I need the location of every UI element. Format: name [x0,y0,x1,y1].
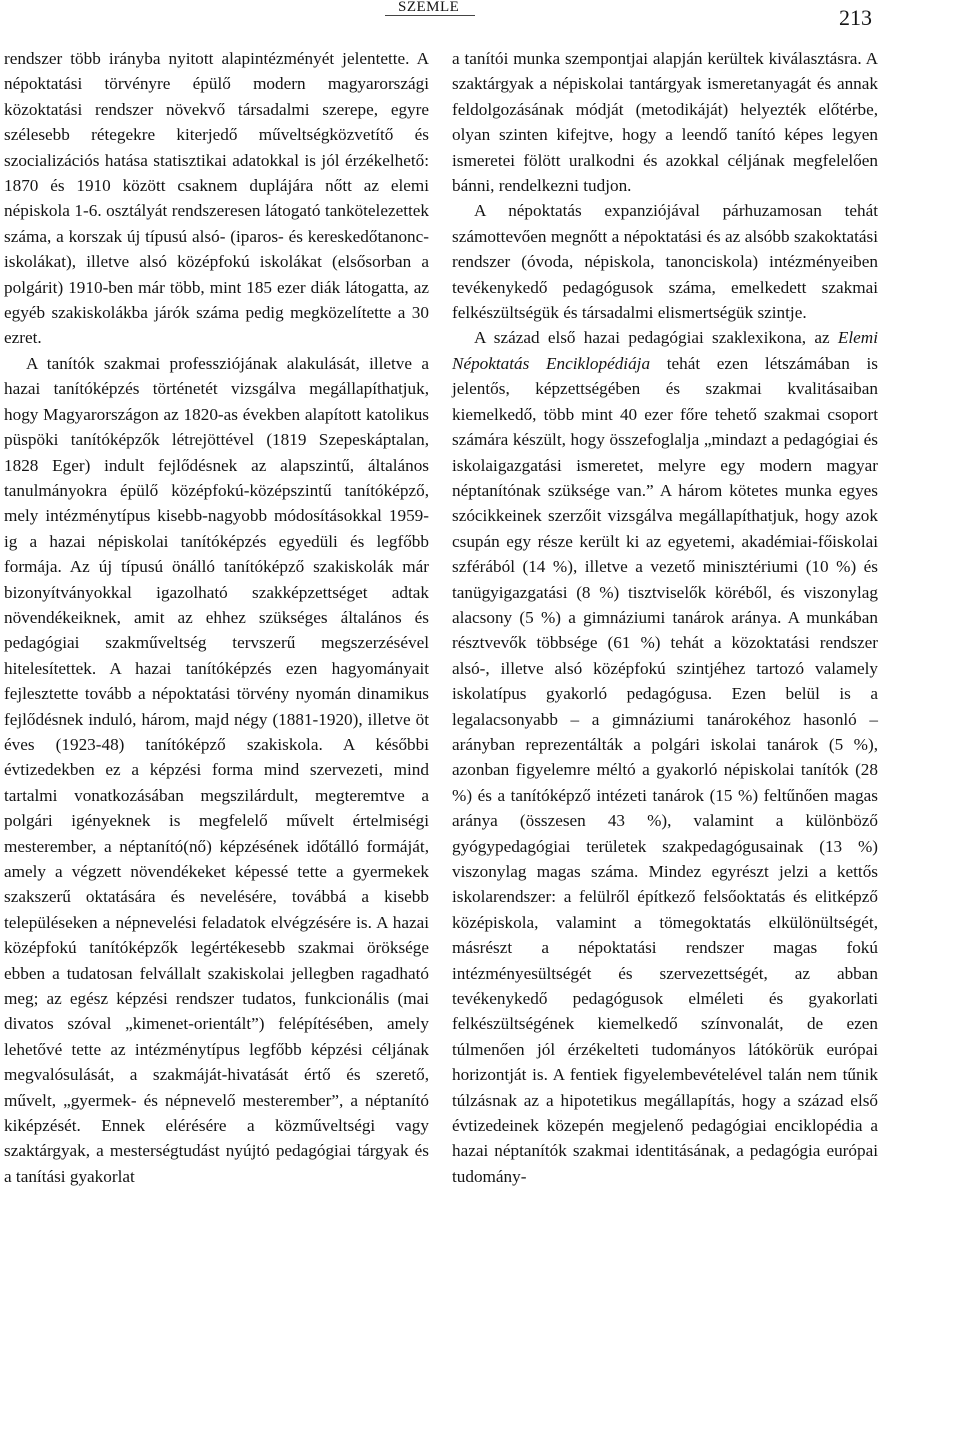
left-column [4,46,429,1189]
right-paragraph-3 [452,325,878,1189]
right-paragraph-3-rest: tehát ezen létszámában is jelentős, képzettségében és szakmai kvalitásaiban kiemelkedő, több mint 40 ezer főre tehető szakmai csoport számára készült, hogy összefoglalja „mindazt a pedagógiai és iskolaigazgatási ismeretet, melyre egy modern magyar néptanítónak szüksége van.” A három kötetes munka egyes szócikkeinek szerzőit vizsgálva megállapíthatjuk, hogy azok csupán egy része került ki az egyetemi, akadémiai-főiskolai szférából (14 %), illetve a vezető minisztériumi (10 %) és tanügyigazgatási (8 %) tisztviselők köréből, és viszonylag alacsony (5 %) a gimnáziumi tanárok aránya. A munkában résztvevők többsége (61 %) tehát a közoktatási rendszer alsó-, illetve alsó középfokú szintjéhez tartozó valamely iskolatípus gyakorló pedagógusa. Ezen belül is a legalacsonyabb – a gimnáziumi tanárokéhoz hasonló – arányban reprezentálták a polgári iskolai tanárok (5 %), azonban figyelemre méltó a gyakorló népiskolai tanítók (28 %) és a tanítóképző intézeti tanárok (15 %) feltűnően magas aránya (összesen 43 %), valamint a különböző gyógypedagógiai területek szakpedagógusainak (13 %) viszonylag magas száma. Mindez egyrészt jelzi a kettős iskolarendszer: a felülről építkező felsőoktatás és elitképző középiskola, valamint a tömegoktatás elkülönültségét, másrészt a népoktatási rendszer magas fokú intézményesültségét és szervezettségét, az abban tevékenykedő pedagógusok elméleti és gyakorlati felkészültségének kiemelkedő színvonalát, de ezen túlmenően jól érzékelteti tudományos látókörük európai horizontját is. A fentiek figyelembevételével talán nem tűnik túlzásnak az a hipotetikus megállapítás, hogy a század első évtizedeinek közepén megjelenő pedagógiai enciklopédia a hazai néptanítók szakmai identitásának, a pedagógia európai tudomány- [452,353,878,1186]
left-paragraph-1: rendszer több irányba nyitott alapintézményét jelentette. A népoktatási törvényre épülő modern magyarországi közoktatási rendszer növekvő társadalmi szerepe, egyre szélesebb rétegekre kiterjedő műveltségközvetítő és szocializációs hatása statisztikai adatokkal is jól érzékelhető: 1870 és 1910 között csaknem duplájára nőtt az elemi népiskola 1-6. osztályát rendszeresen látogató tankötelezettek száma, a korszak új típusú alsó- (iparos- és kereskedőtanonc- iskolákat), illetve alsó középfokú iskolákat (elsősorban a polgárit) 1910-ben már több, mint 185 ezer diák látogatta, az egyéb szakiskolákba járók száma pedig megközelítette a 30 ezret. [4,49,429,348]
right-paragraph-2: A népoktatás expanziójával párhuzamosan tehát számottevően megnőtt a népoktatási és az alsóbb szakoktatási rendszer (óvoda, népiskola, tanonciskola) intézményeiben tevékenykedő pedagógusok száma, emelkedett szakmai felkészültségük és társadalmi elismertségük szintje. [452,201,878,323]
right-paragraph-1: a tanítói munka szempontjai alapján kerültek kiválasztásra. A szaktárgyak a népiskolai tantárgyak ismeretanyagát és annak feldolgozásának módját (metodikáját) helyezték előtérbe, olyan szinten kifejtve, hogy a leendő tanító képes legyen ismeretei fölött uralkodni és azokkal céljának megfelelően bánni, rendelkezni tudjon. [452,49,878,196]
right-paragraph-3-lead: A század első hazai pedagógiai szaklexikona, az [474,328,838,348]
running-head-title: SZEMLE [398,0,460,15]
running-header [0,0,960,36]
right-column [452,46,878,1189]
header-rule [385,15,475,16]
left-paragraph-2: A tanítók szakmai professziójának alakulását, illetve a hazai tanítóképzés történetét vizsgálva megállapíthatjuk, hogy Magyarországon az 1820-as években alapított katolikus püspöki tanítóképzők létrejöttével (1819 Szepeskáptalan, 1828 Eger) indult fejlődésnek az alapszintű, általános tanulmányokra épülő középfokú-középszintű tanítóképző, mely intézménytípus kisebb-nagyobb módosításokkal 1959-ig a hazai népiskolai tanítóképzés egyedüli és legfőbb formája. Az új típusú önálló tanítóképző szakiskolák már bizonyítványokkal igazolható szakképzettséget adtak növendékeiknek, amit az ehhez szükséges általános és pedagógiai szakműveltség tervszerű megszerzésével hitelesítettek. A hazai tanítóképzés ezen hagyományait fejlesztette tovább a népoktatási törvény nyomán dinamikus fejlődésnek induló, három, majd négy (1881-1920), illetve öt éves (1923-48) tanítóképző szakiskola. A későbbi évtizedekben ez a képzési forma mind szervezeti, mind tartalmi vonatkozásában megszilárdult, megteremtve a polgári igényeknek is megfelelő művelt értelmiségi mesterember, a néptanító(nő) képzésének időtálló formáját, amely a végzett növendékeket képessé tette a gyermekek szakszerű oktatására és nevelésére, továbbá a kisebb településeken a népnevelési feladatok elvégzésére is. A hazai középfokú tanítóképzők legértékesebb szakmai öröksége ebben a tudatosan felvállalt szakiskolai jellegben ragadható meg; az egész képzési rendszer tudatos, funkcionális (mai divatos szóval „kimenet-orientált”) felépítésében, amely lehetővé tette az intézménytípus legfőbb képzési céljának megvalósulását, a szakmáját-hivatását értő és szerető, művelt, „gyermek- és népnevelő mesterember”, a néptanító kiképzését. Ennek elérésére a közműveltségi vagy szaktárgyak, a mesterségtudást nyújtó pedagógiai tárgyak és a tanítási gyakorlat [4,353,429,1186]
encyclopedia-title: Elemi Népoktatás Enciklopédiája [452,328,878,373]
page-number: 213 [839,5,872,30]
